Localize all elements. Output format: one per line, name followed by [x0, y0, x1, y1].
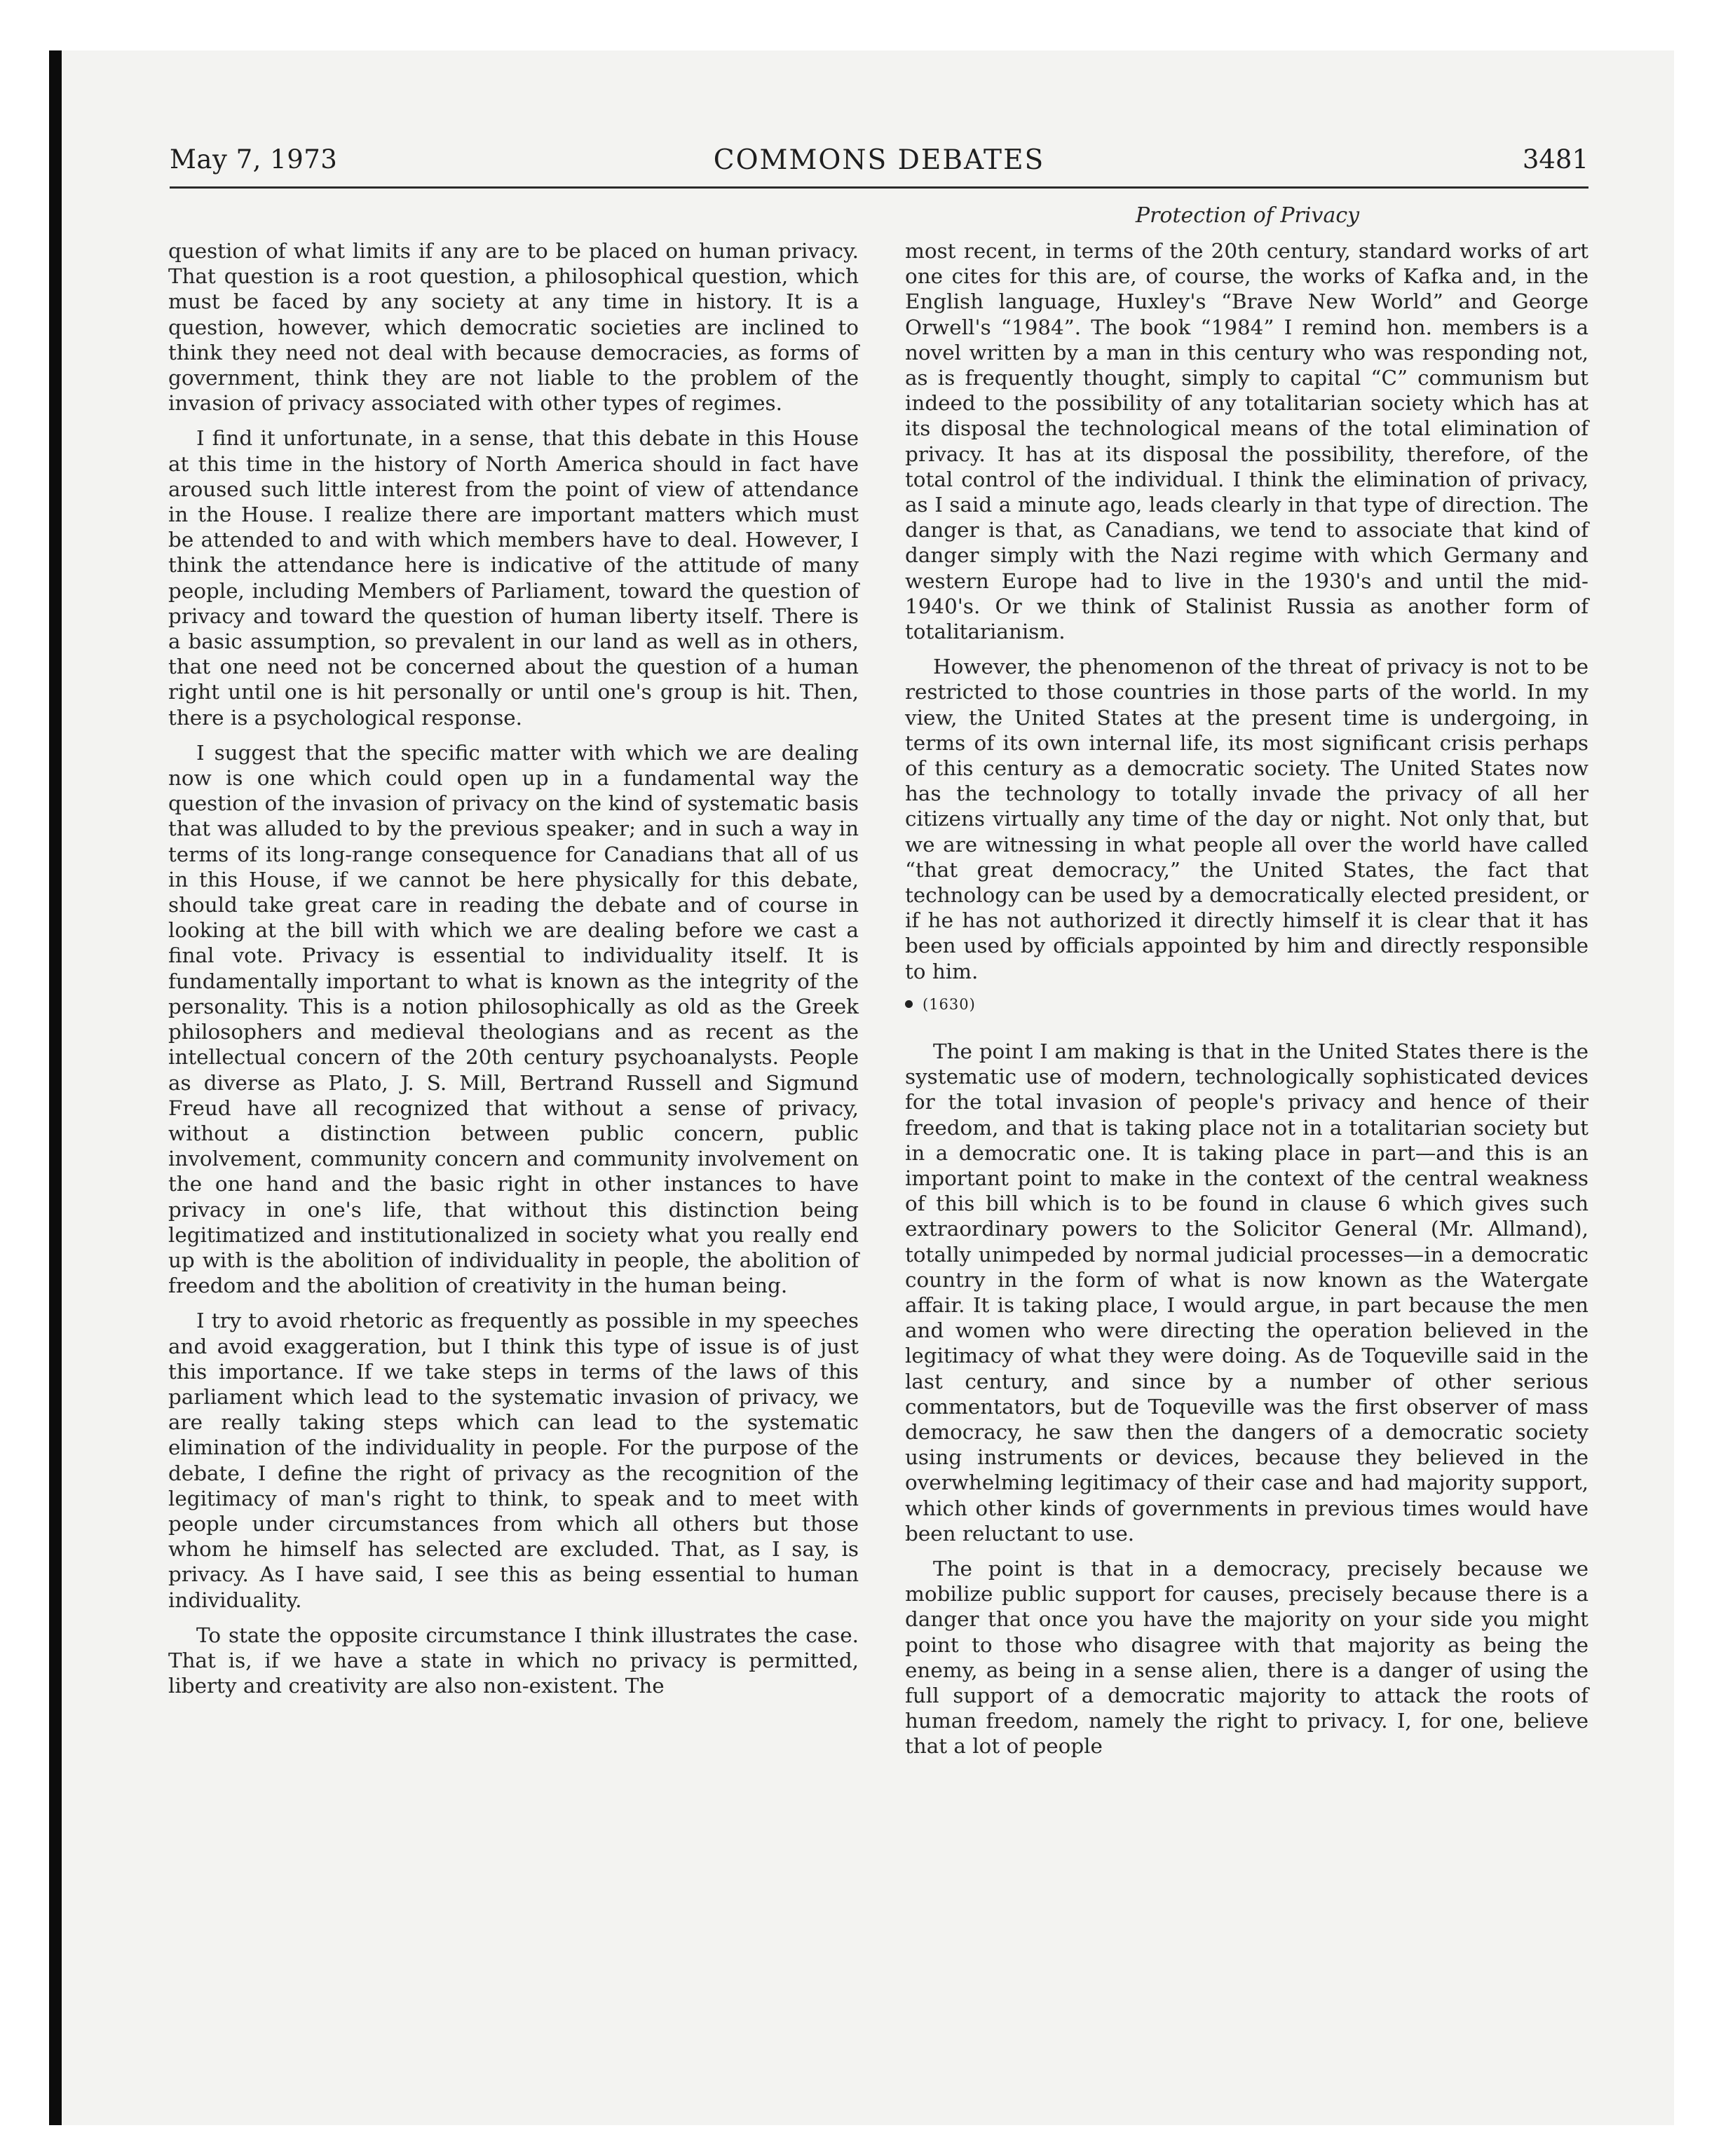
running-subject: Protection of Privacy [1135, 203, 1360, 228]
paragraph: I find it unfortunate, in a sense, that this debate in this House at this time in the history of North America should in fact have aroused such little interest from the point of view of attendance in the House. I realize there are important matters which must be attended to and with which members have to deal. However, I think the attendance here is indicative of the attitude of many people, including Members of Parliament, toward the question of privacy and toward the question of human liberty itself. There is a basic assumption, so prevalent in our land as well as in others, that one need not be concerned about the question of a human right until one is hit personally or until one's group is hit. Then, there is a psychological response. [168, 426, 859, 730]
page-header [170, 144, 1588, 189]
paragraph: I suggest that the specific matter with which we are dealing now is one which could open up in a fundamental way the question of the invasion of privacy on the kind of systematic basis that was alluded to by the previous speaker; and in such a way in terms of its long-range consequence for Canadians that all of us in this House, if we cannot be here physically for this debate, should take great care in reading the debate and of course in looking at the bill with which we are dealing before we cast a final vote. Privacy is essential to individuality itself. It is fundamentally important to what is known as the integrity of the personality. This is a notion philosophically as old as the Greek philosophers and medieval theologians and as recent as the intellectual concern of the 20th century psychoanalysts. People as diverse as Plato, J. S. Mill, Bertrand Russell and Sigmund Freud have all recognized that without a sense of privacy, without a distinction between public concern, public involvement, community concern and community involvement on the one hand and the basic right in other instances to have privacy in one's life, that without this distinction being legitimatized and institutionalized in society what you really end up with is the abolition of individuality in people, the abolition of freedom and the abolition of creativity in the human being. [168, 740, 859, 1298]
header-date: May 7, 1973 [170, 144, 338, 175]
time-marker-label: (1630) [923, 995, 976, 1013]
right-column [905, 238, 1588, 1759]
paragraph: However, the phenomenon of the threat of privacy is not to be restricted to those countries in those parts of the world. In my view, the United States at the present time is undergoing, in terms of its own internal life, its most significant crisis perhaps of this century as a democratic society. The United States now has the technology to totally invade the privacy of all her citizens virtually any time of the day or night. Not only that, but we are witnessing in what people all over the world have called “that great democracy,” the United States, the fact that technology can be used by a democratically elected president, or if he has not authorized it directly himself it is clear that it has been used by officials appointed by him and directly responsible to him. [905, 655, 1588, 983]
bullet-icon [905, 1000, 913, 1008]
paragraph: most recent, in terms of the 20th century, standard works of art one cites for this are, of course, the works of Kafka and, in the English language, Huxley's “Brave New World” and George Orwell's “1984”. The book “1984” I remind hon. members is a novel written by a man in this century who was responding not, as is frequently thought, simply to capital “C” communism but indeed to the possibility of any totalitarian society which has at its disposal the technological means of the total elimination of privacy. It has at its disposal the possibility, therefore, of the total control of the individual. I think the elimination of privacy, as I said a minute ago, leads clearly in that type of direction. The danger is that, as Canadians, we tend to associate that kind of danger simply with the Nazi regime with which Germany and western Europe had to live in the 1930's and until the mid-1940's. Or we think of Stalinist Russia as another form of totalitarianism. [905, 239, 1588, 644]
header-page-number: 3481 [1522, 144, 1588, 175]
paragraph: I try to avoid rhetoric as frequently as possible in my speeches and avoid exaggeration, but I think this type of issue is of just this importance. If we take steps in terms of the laws of this parliament which lead to the systematic invasion of privacy, we are really taking steps which can lead to the systematic elimination of the individuality in people. For the purpose of the debate, I define the right of privacy as the recognition of the legitimacy of man's right to think, to speak and to meet with people under circumstances from which all others but those whom he himself has selected are excluded. That, as I say, is privacy. As I have said, I see this as being essential to human individuality. [168, 1309, 859, 1612]
time-marker [905, 994, 1588, 1015]
paragraph: The point I am making is that in the United States there is the systematic use of modern, technologically sophisticated devices for the total invasion of people's privacy and hence of their freedom, and that is taking place not in a totalitarian society but in a democratic one. It is taking place in part—and this is an important point to make in the context of the central weakness of this bill which is to be found in clause 6 which gives such extraordinary powers to the Solicitor General (Mr. Allmand), totally unimpeded by normal judicial processes—in a democratic country in the form of what is now known as the Watergate affair. It is taking place, I would argue, in part because the men and women who were directing the operation believed in the legitimacy of what they were doing. As de Toqueville said in the last century, and since by a number of other serious commentators, but de Toqueville was the first observer of mass democracy, he saw then the dangers of a democratic society using instruments or devices, because they believed in the overwhelming legitimacy of their case and had majority support, which other kinds of governments in previous times would have been reluctant to use. [905, 1039, 1588, 1546]
scan-edge [49, 50, 62, 2125]
header-title: COMMONS DEBATES [713, 144, 1045, 176]
paragraph: question of what limits if any are to be placed on human privacy. That question is a root question, a philosophical question, which must be faced by any society at any time in history. It is a question, however, which democratic societies are inclined to think they need not deal with because democracies, as forms of government, think they are not liable to the problem of the invasion of privacy associated with other types of regimes. [168, 239, 859, 416]
paragraph: The point is that in a democracy, precisely because we mobilize public support for causes, precisely because there is a danger that once you have the majority on your side you might point to those who disagree with that majority as being the enemy, as being in a sense alien, there is a danger of using the full support of a democratic majority to attack the roots of human freedom, namely the right to privacy. I, for one, believe that a lot of people [905, 1556, 1588, 1759]
left-column [168, 238, 859, 1698]
paragraph: To state the opposite circumstance I think illustrates the case. That is, if we have a state in which no privacy is permitted, liberty and creativity are also non-existent. The [168, 1623, 859, 1698]
